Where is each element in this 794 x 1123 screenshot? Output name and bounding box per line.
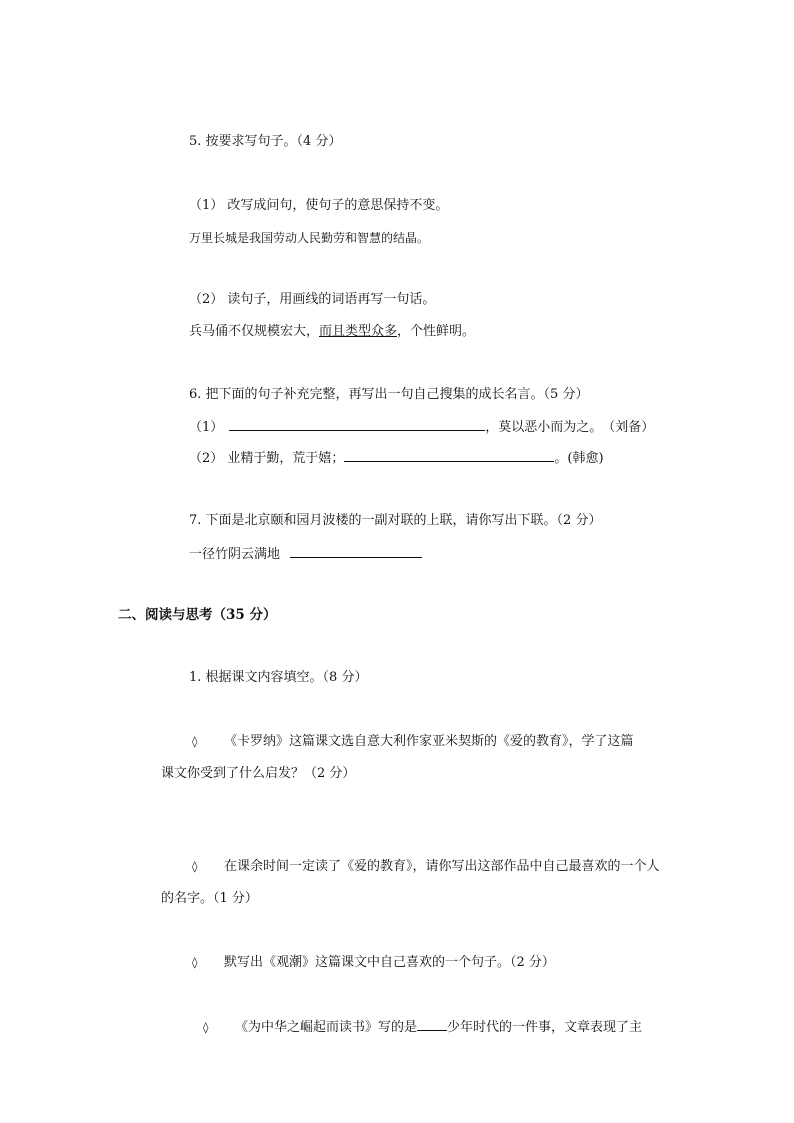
q5-part2-prompt bbox=[189, 291, 435, 309]
r1-item4-bullet: ◊ bbox=[203, 1021, 209, 1034]
q5-part2-label: （2） bbox=[189, 292, 224, 307]
q5-part1-prompt bbox=[189, 197, 448, 215]
q7-couplet: 一径竹阴云满地 bbox=[189, 547, 281, 562]
q5-part1-text: 改写成问句，使句子的意思保持不变。 bbox=[223, 198, 449, 213]
r1-item1-text: 《卡罗纳》这篇课文选自意大利作家亚米契斯的《爱的教育》，学了这篇 bbox=[224, 734, 634, 749]
q6-line2-blank[interactable] bbox=[344, 448, 554, 462]
r1-item2-line2: 的名字。（1 分） bbox=[161, 891, 258, 906]
r1-item4-line1 bbox=[203, 1017, 642, 1037]
r1-item2-line1 bbox=[192, 858, 660, 876]
q7-couplet-line bbox=[189, 544, 422, 564]
q5-part1-label: （1） bbox=[189, 198, 224, 213]
q5-part2-underlined-2: 类型众多 bbox=[345, 324, 398, 339]
q6-line1-blank[interactable] bbox=[229, 417, 485, 431]
r1-item1-bullet: ◊ bbox=[192, 735, 198, 748]
q6-line2 bbox=[189, 448, 604, 468]
r1-item3-text: 默写出《观潮》这篇课文中自己喜欢的一个句子。（2 分） bbox=[224, 955, 555, 970]
q5-title: 5. 按要求写句子。（4 分） bbox=[189, 134, 342, 149]
r1-item1-line1 bbox=[192, 733, 634, 751]
r1-item3-bullet: ◊ bbox=[192, 956, 198, 969]
q5-part2-underlined-1: 而且 bbox=[319, 324, 346, 339]
q6-line1-after: ，莫以恶小而为之。 （刘备） bbox=[485, 420, 655, 435]
q5-part2-before: 兵马俑不仅规模宏大， bbox=[189, 324, 320, 339]
q6-line1-label: （1） bbox=[189, 420, 224, 435]
q5-part1-sentence: 万里长城是我国劳动人民勤劳和智慧的结晶。 bbox=[189, 231, 430, 245]
r1-item2-text: 在课余时间一定读了《爱的教育》，请你写出这部作品中自己最喜欢的一个人 bbox=[224, 859, 660, 874]
q6-line2-before: 业精于勤，荒于嬉； bbox=[223, 451, 345, 466]
q5-part2-sentence bbox=[189, 323, 475, 341]
r1-item3-line1 bbox=[192, 954, 555, 972]
r1-item4-blank[interactable] bbox=[417, 1017, 447, 1031]
r1-item4-after: 少年时代的一件事，文章表现了主 bbox=[447, 1020, 643, 1035]
q7-title: 7. 下面是北京颐和园月波楼的一副对联的上联，请你写出下联。（2 分） bbox=[189, 513, 602, 528]
q6-line2-after: 。(韩愈) bbox=[554, 451, 604, 466]
q6-line2-label: （2） bbox=[189, 451, 224, 466]
q5-part2-text: 读句子，用画线的词语再写一句话。 bbox=[223, 292, 436, 307]
r1-item4-before: 《为中华之崛起而读书》写的是 bbox=[235, 1020, 418, 1035]
q7-answer-blank[interactable] bbox=[290, 544, 422, 558]
r1-item1-line2: 课文你受到了什么启发？（2 分） bbox=[161, 766, 356, 781]
q6-line1 bbox=[189, 417, 654, 437]
q5-part2-after: ，个性鲜明。 bbox=[397, 324, 476, 339]
q6-title: 6. 把下面的句子补充完整，再写出一句自己搜集的成长名言。（5 分） bbox=[189, 387, 589, 402]
section2-title: 二、阅读与思考（35 分） bbox=[118, 607, 277, 623]
r1-item2-bullet: ◊ bbox=[192, 860, 198, 873]
r1-title: 1. 根据课文内容填空。（8 分） bbox=[189, 670, 368, 685]
